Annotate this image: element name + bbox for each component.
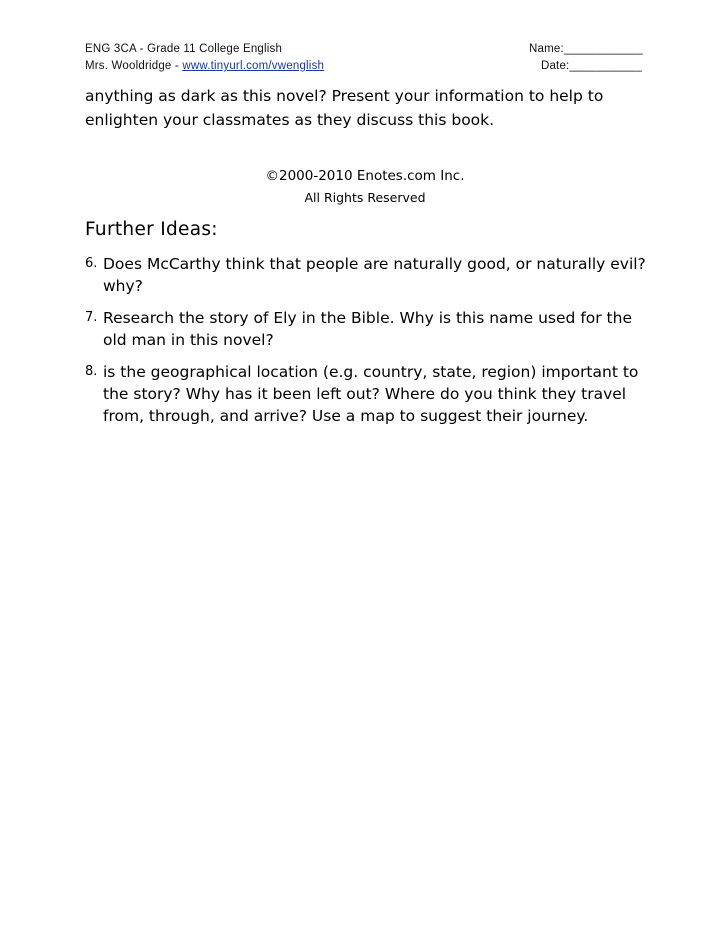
question-number: 7. [85, 310, 98, 325]
intro-paragraph: anything as dark as this novel? Present your information to help to enlighten your classmates as they discuss this book. [85, 87, 604, 129]
question-number: 6. [85, 256, 98, 271]
further-ideas-heading: Further Ideas: [85, 219, 218, 240]
question-number: 8. [85, 364, 98, 379]
teacher-website-link[interactable]: www.tinyurl.com/vwenglish [182, 60, 325, 72]
question-text: Research the story of Ely in the Bible. Why is this name used for the old man in this novel? [103, 309, 632, 349]
list-item [85, 361, 651, 427]
page-header [85, 41, 643, 75]
list-item [85, 253, 651, 297]
header-row-2 [85, 58, 643, 75]
rights-line: All Rights Reserved [304, 190, 426, 205]
question-text: Does McCarthy think that people are naturally good, or naturally evil? why? [103, 255, 646, 295]
list-item [85, 307, 651, 351]
teacher-name: Mrs. Wooldridge - [85, 60, 183, 72]
copyright-line: ©2000-2010 Enotes.com Inc. [265, 168, 465, 184]
name-field: Name:____________ [528, 43, 643, 55]
copyright-notice [85, 166, 643, 208]
teacher-line [85, 58, 324, 75]
course-title: ENG 3CA - Grade 11 College English [85, 43, 283, 55]
date-field: Date:___________ [540, 60, 642, 72]
further-ideas-list [85, 253, 651, 437]
header-row-1 [85, 41, 643, 58]
question-text: is the geographical location (e.g. country, state, region) important to the story? Why has it been left out? Where do you think they travel from, through, and arrive? Use a map to suggest their journey. [103, 363, 639, 425]
